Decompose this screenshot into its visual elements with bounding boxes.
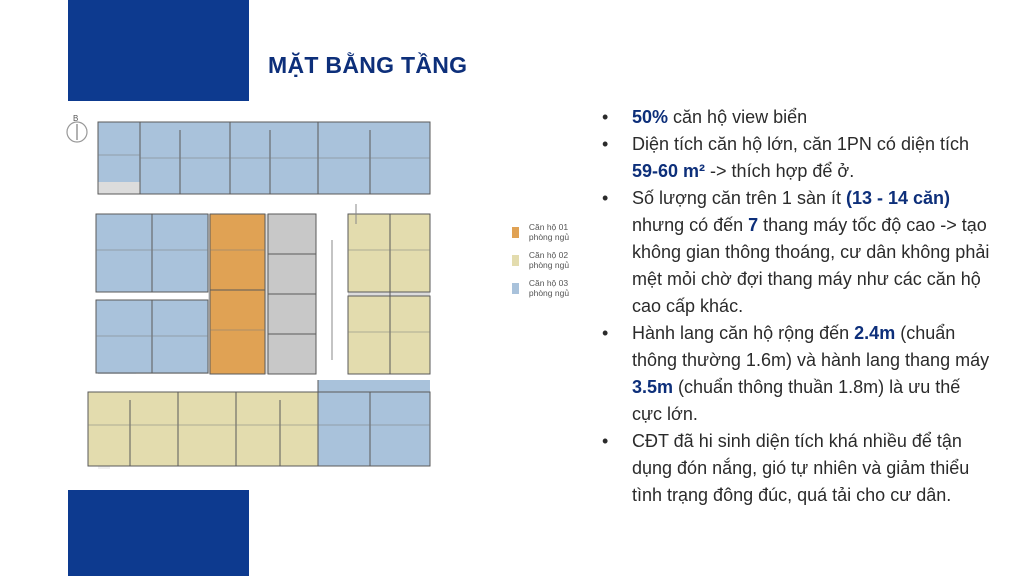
bullet-item: [600, 320, 990, 428]
bullet-item: [600, 185, 990, 320]
bullet-list: [600, 104, 990, 509]
legend-swatch: [512, 283, 519, 294]
bullet-item: [600, 428, 990, 509]
legend-item: [512, 218, 580, 246]
bullet-item: [600, 131, 990, 185]
bullet-text: CĐT đã hi sinh diện tích khá nhiều để tận dụng đón nắng, gió tự nhiên và giảm thiểu tình trạng đông đúc, quá tải cho cư dân.: [632, 431, 970, 505]
bullet-text: nhưng có đến: [632, 215, 749, 235]
legend-swatch: [512, 227, 519, 238]
bullet-highlight: 3.5m: [632, 377, 674, 397]
corridor-top: [98, 194, 430, 214]
decorative-blue-block-top: [68, 0, 249, 101]
compass-label: B: [73, 114, 79, 123]
legend-swatch: [512, 255, 519, 266]
bullet-text: Diện tích căn hộ lớn, căn 1PN có diện tích: [632, 134, 969, 154]
unit-group-bottom: [88, 380, 430, 466]
bullet-highlight: (13 - 14 căn): [845, 188, 951, 208]
unit-1br: [210, 214, 265, 374]
bullet-highlight: 7: [748, 215, 759, 235]
legend-label: Căn hộ 02 phòng ngủ: [528, 250, 570, 270]
legend: [512, 218, 580, 302]
bullet-highlight: 50%: [632, 107, 669, 127]
legend-label: Căn hộ 03 phòng ngủ: [528, 278, 570, 298]
bullet-text: (chuẩn thông thuần 1.8m) là ưu thế cực lớn.: [632, 377, 961, 424]
legend-item: [512, 274, 580, 302]
bullet-text: Hành lang căn hộ rộng đến: [632, 323, 855, 343]
bullet-text: (chuẩn thông thường 1.6m) và hành lang thang máy: [632, 323, 990, 370]
bullet-highlight: 2.4m: [854, 323, 896, 343]
decorative-blue-block-bottom: [68, 490, 249, 576]
legend-item: [512, 246, 580, 274]
bullet-highlight: 59-60 m²: [632, 161, 706, 181]
bullet-item: [600, 104, 990, 131]
slide-title: MẶT BẰNG TẦNG: [268, 52, 468, 78]
bullet-text: -> thích hợp để ở.: [705, 161, 855, 181]
floor-plan: [60, 100, 580, 480]
compass-icon: [67, 114, 87, 142]
bullet-text: thang máy tốc độ cao -> tạo không gian thông thoáng, cư dân không phải mệt mỏi chờ đợi thang máy như các căn hộ cao cấp khác.: [632, 215, 990, 316]
bullet-text: Số lượng căn trên 1 sàn ít: [632, 188, 846, 208]
legend-label: Căn hộ 01 phòng ngủ: [528, 222, 570, 242]
bullet-text: căn hộ view biển: [668, 107, 808, 127]
